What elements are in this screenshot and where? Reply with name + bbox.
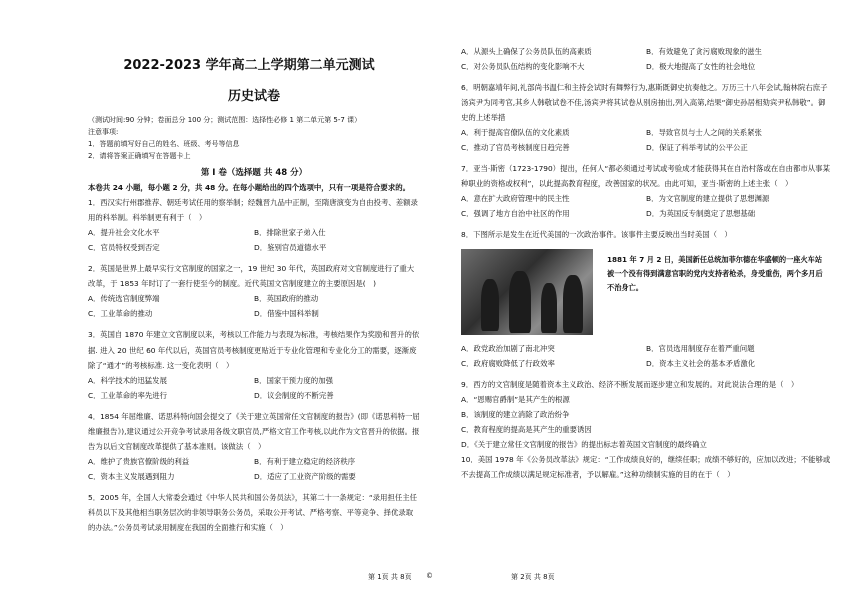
option-d: D．借鉴中国科举制 xyxy=(254,309,319,319)
option-b: B．导致官员与士人之间的关系紧张 xyxy=(646,128,762,138)
left-page xyxy=(0,0,430,596)
question-9-stem: 9．西方的文官制度是随着资本主义政治、经济不断发展而逐步建立和发展的。对此说法合理的是（ ） xyxy=(461,379,799,389)
question-9-option-c: C．教育程度的提高是其产生的重要诱因 xyxy=(461,424,592,434)
option-d: D．为英国反专制奠定了思想基础 xyxy=(646,209,756,219)
option-c: C．资本主义发展遇到阻力 xyxy=(88,472,175,482)
option-b: B．英国政府的推动 xyxy=(254,294,319,304)
option-b: B．为文官制度的建立提供了思想渊源 xyxy=(646,194,770,204)
question-4-options xyxy=(88,454,420,484)
right-column xyxy=(461,44,831,482)
option-c: C．推动了官员考核制度日趋完善 xyxy=(461,143,570,153)
question-9-option-d: D．《关于建立常任文官制度的报告》的提出标志着英国文官制度的最终确立 xyxy=(461,439,707,449)
option-a: A．利于提高官僚队伍的文化素质 xyxy=(461,128,570,138)
question-2-options xyxy=(88,291,420,321)
option-a: A．维护了贵族官僚阶级的利益 xyxy=(88,457,190,467)
option-c: C．工业革命的率先进行 xyxy=(88,390,168,400)
question-8-figure xyxy=(461,249,831,335)
note-item: 2．请将答案正确填写在答题卡上 xyxy=(88,152,191,160)
option-c: C．工业革命的推动 xyxy=(88,309,153,319)
option-b: B．排除世家子弟入仕 xyxy=(254,228,326,238)
question-10-stem: 10．美国 1978 年《公务员改革法》规定：“工作成绩良好的，继续任职；成绩不够好的，应加以改进；不能够或不去提高工作成绩以满足规定标准者，予以解雇。”这种功绩制实施的目的在于（ ） xyxy=(461,455,831,480)
option-a: A．从源头上确保了公务员队伍的高素质 xyxy=(461,47,592,56)
exam-subtitle: 历史试卷 xyxy=(227,89,280,104)
option-d: D．适应了工业资产阶级的需要 xyxy=(254,472,356,482)
question-8-stem: 8．下图所示是发生在近代美国的一次政治事件。该事件主要反映出当时美国（ ） xyxy=(461,230,732,240)
exam-info: （测试时间:90 分钟；卷面总分 100 分；测试范围：选择性必修 1 第二单元第 5-7 课） xyxy=(88,116,362,124)
question-9-option-a: A．“恩赐官爵制”是其产生的根源 xyxy=(461,394,570,404)
copyright-mark: © xyxy=(426,572,433,580)
question-4-stem: 4．1854 年屈维廉、诺思科特向国会提交了《关于建立英国常任文官制度的报告》(即《诺思科特一屈维廉报告》),建议通过公开竞争考试录用各级文职官员,严格文官工作考核,以此作为文官晋升的依据。报告为以后文官制度改革提供了基本准则。该做法（ ） xyxy=(88,411,420,451)
option-b: B．有利于建立稳定的经济秩序 xyxy=(254,457,356,467)
section-title: 第 I 卷（选择题 共 48 分） xyxy=(200,168,308,178)
option-a: A．科学技术的迅猛发展 xyxy=(88,375,167,385)
option-c: C．对公务员队伍结构的变化影响不大 xyxy=(461,62,585,71)
option-d: D．议会制度的不断完善 xyxy=(254,390,334,400)
option-d: D．极大地提高了女性的社会地位 xyxy=(646,62,756,71)
option-a: A．意在扩大政府管理中的民主性 xyxy=(461,194,570,204)
option-a: A．提升社会文化水平 xyxy=(88,228,160,238)
notes-title: 注意事项: xyxy=(88,128,119,136)
option-c: C．官员特权受到否定 xyxy=(88,243,160,253)
question-9-option-b: B．该制度的建立消除了政治纷争 xyxy=(461,409,570,419)
figure-caption: 1881 年 7 月 2 日，美国新任总统加菲尔德在华盛顿的一座火车站被一个没有得到满意官职的党内支持者枪杀，身受重伤，两个多月后不治身亡。 xyxy=(607,254,823,292)
question-6-options xyxy=(461,125,831,155)
option-d: D．鉴别官员道德水平 xyxy=(254,243,327,253)
question-2-stem: 2．英国是世界上最早实行文官制度的国家之一，19 世纪 30 年代，英国政府对文官制度进行了重大改革，于 1853 年时订了一套行使至今的制度。近代英国文官制度建立的主要原因是( ) xyxy=(88,264,415,289)
left-column xyxy=(88,54,420,535)
question-6-stem: 6．明朝嘉靖年间,礼部尚书温仁和主持会试时有舞弊行为,惠斯既御史抗奏他之。万历三十八年会试,翰林院右庶子汤宾尹为同考官,其乡人韩敬试卷不佳,汤宾尹将其试卷从别房抽出,列入高第,结果“御史孙居相劾宾尹私韩敬”。御史的上述举措 xyxy=(461,83,828,123)
page-footer-right: 第 2页 共 8页 xyxy=(511,573,555,581)
question-3-options xyxy=(88,373,420,403)
option-d: D．保证了科举考试的公平公正 xyxy=(646,143,748,153)
option-a: A．政党政治加剧了南北冲突 xyxy=(461,343,555,353)
section-description: 本卷共 24 小题，每小题 2 分，共 48 分。在每小题给出的四个选项中，只有一项是符合要求的。 xyxy=(88,183,410,192)
question-1-options xyxy=(88,225,420,255)
question-3-stem: 3．英国自 1870 年建立文官制度以来，考核以工作能力与表现为标准，考核结果作为奖励和晋升的依据. 进入 20 世纪 60 年代以后，英国官员考核制度更贴近于专业化管理和专业化分工的需要，逐渐废除了“通才”的考核标准. 这一变化表明（ ） xyxy=(88,330,420,370)
assassination-engraving-image xyxy=(461,249,593,335)
option-a: A．传统选官制度弊端 xyxy=(88,294,160,304)
option-c: C．政府腐败降低了行政效率 xyxy=(461,358,555,368)
question-5-stem: 5．2005 年，全国人大常委会通过《中华人民共和国公务员法》，其第二十一条规定：“录用担任主任科员以下及其他相当职务层次的非领导职务公务员，采取公开考试、严格考察、平等竞争、择优录取的办法。”公务员考试录用制度在我国的全面推行和实施（ ） xyxy=(88,493,418,533)
right-page xyxy=(431,0,861,596)
question-7-stem: 7．亚当·斯密（1723-1790）提出，任何人“都必须通过考试或考验成才能获得其在自治村落或在自由都市从事某种职业的资格或权利”，以此提高教育程度，改善国家的状况。由此可知，亚当·斯密的上述主张（ ） xyxy=(461,164,830,189)
question-7-options xyxy=(461,191,831,221)
question-5-options xyxy=(461,44,831,74)
note-item: 1．答题前填写好自己的姓名、班级、考号等信息 xyxy=(88,140,240,148)
option-d: D．资本主义社会的基本矛盾激化 xyxy=(646,358,756,368)
option-b: B．有效避免了贪污腐败现象的滋生 xyxy=(646,47,762,56)
question-1-stem: 1．西汉实行州郡推荐、朝廷考试任用的察举制；经魏晋九品中正制，至隋唐演变为自由投考、差额录用的科举制。科举制更有利于（ ） xyxy=(88,198,418,223)
option-b: B．官员选用制度存在着严重问题 xyxy=(646,343,755,353)
option-c: C．强调了地方自治中社区的作用 xyxy=(461,209,570,219)
page-footer-left: 第 1页 共 8页 xyxy=(368,573,412,581)
option-b: B．国家干预力度的加强 xyxy=(254,375,333,385)
exam-title: 2022-2023 学年高二上学期第二单元测试 xyxy=(123,58,375,73)
question-8-options xyxy=(461,341,831,371)
